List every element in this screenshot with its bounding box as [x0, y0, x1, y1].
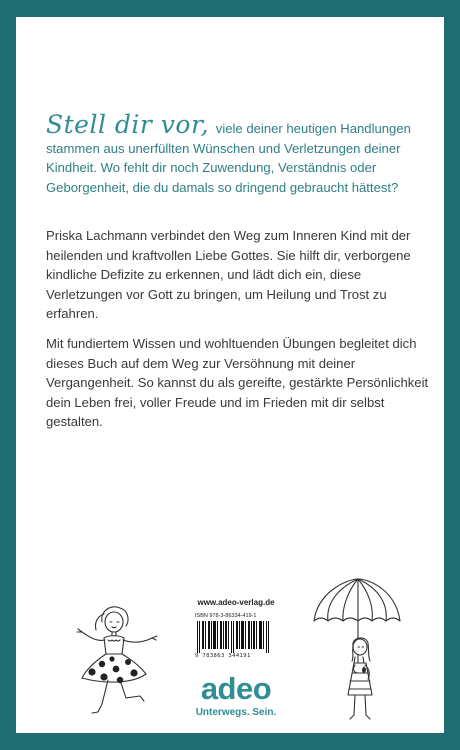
description-paragraph-1: Priska Lachmann verbindet den Weg zum Inneren Kind mit der heilenden und kraftvollen Liebe Gottes. Sie hilft dir, verborgene kindliche Defizite zu erkennen, und lädt dich ein, diese Verletzungen vor Gott zu bringen, um Heilung und Trost zu erfahren. — [46, 228, 411, 322]
back-cover — [16, 17, 444, 733]
isbn-number: ISBN 978-3-86334-419-1 — [195, 613, 257, 619]
publisher-logo: adeo — [200, 671, 272, 706]
barcode-number: 9 783863 344191 — [195, 653, 251, 659]
girl-with-umbrella-illustration — [308, 577, 404, 727]
barcode-bars — [195, 621, 275, 653]
intro-script-heading: Stell dir vor, — [46, 110, 210, 139]
intro-text — [46, 110, 431, 197]
barcode — [192, 613, 278, 661]
intro-body: viele deiner heutigen Handlungen stammen aus unerfüllten Wünschen und Verletzungen deiner Kindheit. Wo fehlt dir noch Zuwendung, Verständnis oder Geborgenheit, die du damals so dringend gebraucht hättest? — [46, 121, 411, 195]
publisher-slogan: Unterwegs. Sein. — [195, 707, 277, 718]
dancing-girl-illustration — [64, 600, 174, 730]
publisher-url: www.adeo-verlag.de — [197, 598, 275, 607]
description-paragraph-2: Mit fundiertem Wissen und wohltuenden Übungen begleitet dich dieses Buch auf dem Weg zur Versöhnung mit deiner Vergangenheit. So kannst du als gereifte, gestärkte Persönlichkeit dein Leben frei, voller Freude und im Frieden mit dir selbst gestalten. — [46, 336, 429, 430]
